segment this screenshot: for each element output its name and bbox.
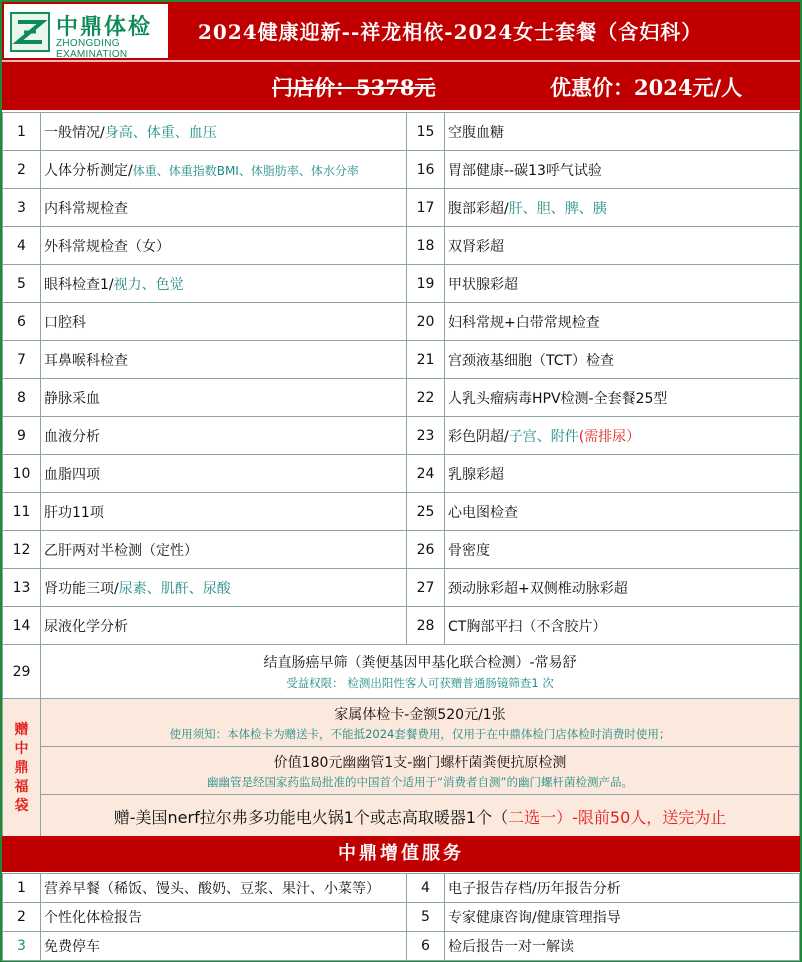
gift-row: [3, 699, 800, 747]
item-cell: [41, 113, 407, 151]
service-number: 5: [407, 903, 445, 932]
item-cell: [41, 493, 407, 531]
gift-title: 家属体检卡-金额520元/1张: [334, 706, 506, 723]
service-item: 个性化体检报告: [41, 903, 407, 932]
item-number: 29: [3, 645, 41, 699]
item-text: 尿液化学分析: [44, 618, 128, 635]
service-item: 电子报告存档/历年报告分析: [445, 874, 800, 903]
item-detail: 身高、体重、血压: [104, 124, 217, 141]
table-row: [3, 569, 800, 607]
gift-choice-text: 二选一: [508, 808, 557, 827]
item-number: 14: [3, 607, 41, 645]
table-row: [3, 151, 800, 189]
price-bar: [2, 60, 800, 110]
item-number: 6: [3, 303, 41, 341]
item-number: 2: [3, 151, 41, 189]
gift-note: 使用须知：本体检卡为赠送卡，不能抵2024套餐费用，仅用于在中鼎体检门店体检时消费时使用；: [169, 726, 671, 741]
item-text: 心电图检查: [448, 504, 518, 521]
item-text: 外科常规检查（女）: [44, 238, 170, 255]
logo: [4, 4, 168, 58]
item-cell: [445, 189, 800, 227]
discount-price: 优惠价：2024元/人: [550, 75, 743, 100]
item-text: 颈动脉彩超+双侧椎动脉彩超: [448, 580, 628, 597]
item-number: 5: [3, 265, 41, 303]
item-number: 1: [3, 113, 41, 151]
header-banner: [2, 2, 800, 60]
item-text: 腹部彩超/: [448, 200, 509, 217]
item-cell: [445, 607, 800, 645]
item-cell: [445, 265, 800, 303]
table-row: [3, 265, 800, 303]
gift-row: [3, 747, 800, 795]
item-warning: (需排尿）: [578, 428, 641, 445]
item-text: 结直肠癌早筛（粪便基因甲基化联合检测）-常易舒: [263, 655, 577, 671]
item-number: 8: [3, 379, 41, 417]
table-row: [3, 189, 800, 227]
service-item: 营养早餐（稀饭、馒头、酸奶、豆浆、果汁、小菜等）: [41, 874, 407, 903]
item-number: 26: [407, 531, 445, 569]
item-cell: [41, 265, 407, 303]
item-number: 12: [3, 531, 41, 569]
item-text: 彩色阴超/: [448, 428, 509, 445]
exam-items-table: [2, 112, 800, 839]
item-cell: [445, 379, 800, 417]
item-number: 19: [407, 265, 445, 303]
gift-offer-text: 赠-美国nerf拉尔弗多功能电火锅1个或志高取暖器1个（: [113, 808, 509, 827]
item-text: 乙肝两对半检测（定性）: [44, 542, 198, 559]
item-detail: 体重、体重指数BMI、体脂肪率、体水分率: [132, 163, 359, 178]
service-row: [3, 903, 800, 932]
gift-item: [41, 795, 800, 839]
item-number: 11: [3, 493, 41, 531]
item-number: 10: [3, 455, 41, 493]
table-row: [3, 531, 800, 569]
service-number: 3: [3, 932, 41, 961]
item-text: 肾功能三项/: [44, 580, 119, 597]
item-text: 骨密度: [448, 542, 490, 559]
item-text: CT胸部平扫（不含胶片）: [448, 618, 607, 635]
service-number: 2: [3, 903, 41, 932]
item-cell: [41, 189, 407, 227]
item-text: 人体分析测定/: [44, 162, 133, 179]
item-note: 受益权限： 检测出阳性客人可获赠普通肠镜筛查1 次: [286, 676, 554, 690]
table-row: [3, 113, 800, 151]
table-row: [3, 379, 800, 417]
item-text: 人乳头瘤病毒HPV检测-全套餐25型: [448, 390, 668, 407]
item-cell: [445, 341, 800, 379]
item-detail: 子宫、附件: [508, 428, 579, 445]
item-number: 22: [407, 379, 445, 417]
item-cell: [41, 607, 407, 645]
item-cell: [445, 303, 800, 341]
item-text: 一般情况/: [44, 124, 105, 141]
item-cell: [445, 113, 800, 151]
item-number: 25: [407, 493, 445, 531]
item-cell: [41, 417, 407, 455]
item-cell: [41, 569, 407, 607]
item-number: 20: [407, 303, 445, 341]
item-cell: [41, 341, 407, 379]
item-number: 21: [407, 341, 445, 379]
item-detail: 尿素、肌酐、尿酸: [118, 580, 231, 597]
table-row: [3, 303, 800, 341]
item-text: 胃部健康--碳13呼气试验: [448, 162, 602, 179]
table-row: [3, 227, 800, 265]
item-number: 18: [407, 227, 445, 265]
item-number: 24: [407, 455, 445, 493]
gift-limit-text: ）-限前50人，送完为止: [556, 808, 727, 827]
item-text: 口腔科: [44, 314, 86, 331]
item-cell: [445, 151, 800, 189]
table-row: [3, 607, 800, 645]
item-text: 血液分析: [44, 428, 100, 445]
service-row: [3, 874, 800, 903]
item-cell: [41, 645, 800, 699]
service-item: 专家健康咨询/健康管理指导: [445, 903, 800, 932]
services-header: 中鼎增值服务: [2, 836, 800, 872]
item-cell: [445, 227, 800, 265]
item-number: 13: [3, 569, 41, 607]
gift-item: [41, 747, 800, 795]
item-text: 耳鼻喉科检查: [44, 352, 128, 369]
table-row: [3, 417, 800, 455]
item-number: 3: [3, 189, 41, 227]
item-text: 宫颈液基细胞（TCT）检查: [448, 352, 615, 369]
item-text: 内科常规检查: [44, 200, 128, 217]
original-price: 门店价：5378元: [272, 75, 436, 100]
service-item: 免费停车: [41, 932, 407, 961]
table-row: [3, 493, 800, 531]
service-number: 1: [3, 874, 41, 903]
logo-text-en: ZHONGDING EXAMINATION: [56, 38, 128, 60]
item-detail: 肝、胆、脾、胰: [508, 200, 607, 217]
item-cell: [41, 379, 407, 417]
item-text: 静脉采血: [44, 390, 100, 407]
table-row: [3, 645, 800, 699]
item-number: 16: [407, 151, 445, 189]
item-detail: 视力、色觉: [113, 276, 184, 293]
item-number: 15: [407, 113, 445, 151]
item-number: 23: [407, 417, 445, 455]
item-text: 妇科常规+白带常规检查: [448, 314, 600, 331]
item-text: 空腹血糖: [448, 124, 504, 141]
item-text: 血脂四项: [44, 466, 100, 483]
item-cell: [445, 417, 800, 455]
item-cell: [41, 227, 407, 265]
table-row: [3, 341, 800, 379]
gift-note: 幽幽管是经国家药监局批准的中国首个适用于“消费者自测”的幽门螺杆菌检测产品。: [207, 774, 633, 789]
item-text: 双肾彩超: [448, 238, 504, 255]
item-cell: [41, 531, 407, 569]
gift-item: [41, 699, 800, 747]
gift-row: [3, 795, 800, 839]
package-title: 2024健康迎新--祥龙相依-2024女士套餐（含妇科）: [198, 20, 703, 44]
item-cell: [41, 455, 407, 493]
item-number: 17: [407, 189, 445, 227]
item-number: 9: [3, 417, 41, 455]
service-number: 4: [407, 874, 445, 903]
service-number: 6: [407, 932, 445, 961]
item-cell: [445, 493, 800, 531]
gift-bag-label-text: 赠 中 鼎 福 袋: [14, 722, 29, 814]
item-text: 甲状腺彩超: [448, 276, 518, 293]
item-text: 眼科检查1/: [44, 276, 114, 293]
logo-mark-icon: [10, 12, 50, 52]
item-number: 27: [407, 569, 445, 607]
service-item: 检后报告一对一解读: [445, 932, 800, 961]
item-cell: [445, 531, 800, 569]
item-number: 28: [407, 607, 445, 645]
table-row: [3, 455, 800, 493]
item-cell: [41, 151, 407, 189]
item-text: 肝功11项: [44, 504, 104, 521]
gift-title: 价值180元幽幽管1支-幽门螺杆菌粪便抗原检测: [273, 754, 567, 771]
item-text: 乳腺彩超: [448, 466, 504, 483]
item-cell: [41, 303, 407, 341]
services-table: [2, 873, 800, 961]
item-number: 7: [3, 341, 41, 379]
logo-text-cn: 中鼎体检: [56, 15, 153, 40]
item-cell: [445, 455, 800, 493]
item-number: 4: [3, 227, 41, 265]
gift-bag-label: [3, 699, 41, 839]
service-row: [3, 932, 800, 961]
item-cell: [445, 569, 800, 607]
